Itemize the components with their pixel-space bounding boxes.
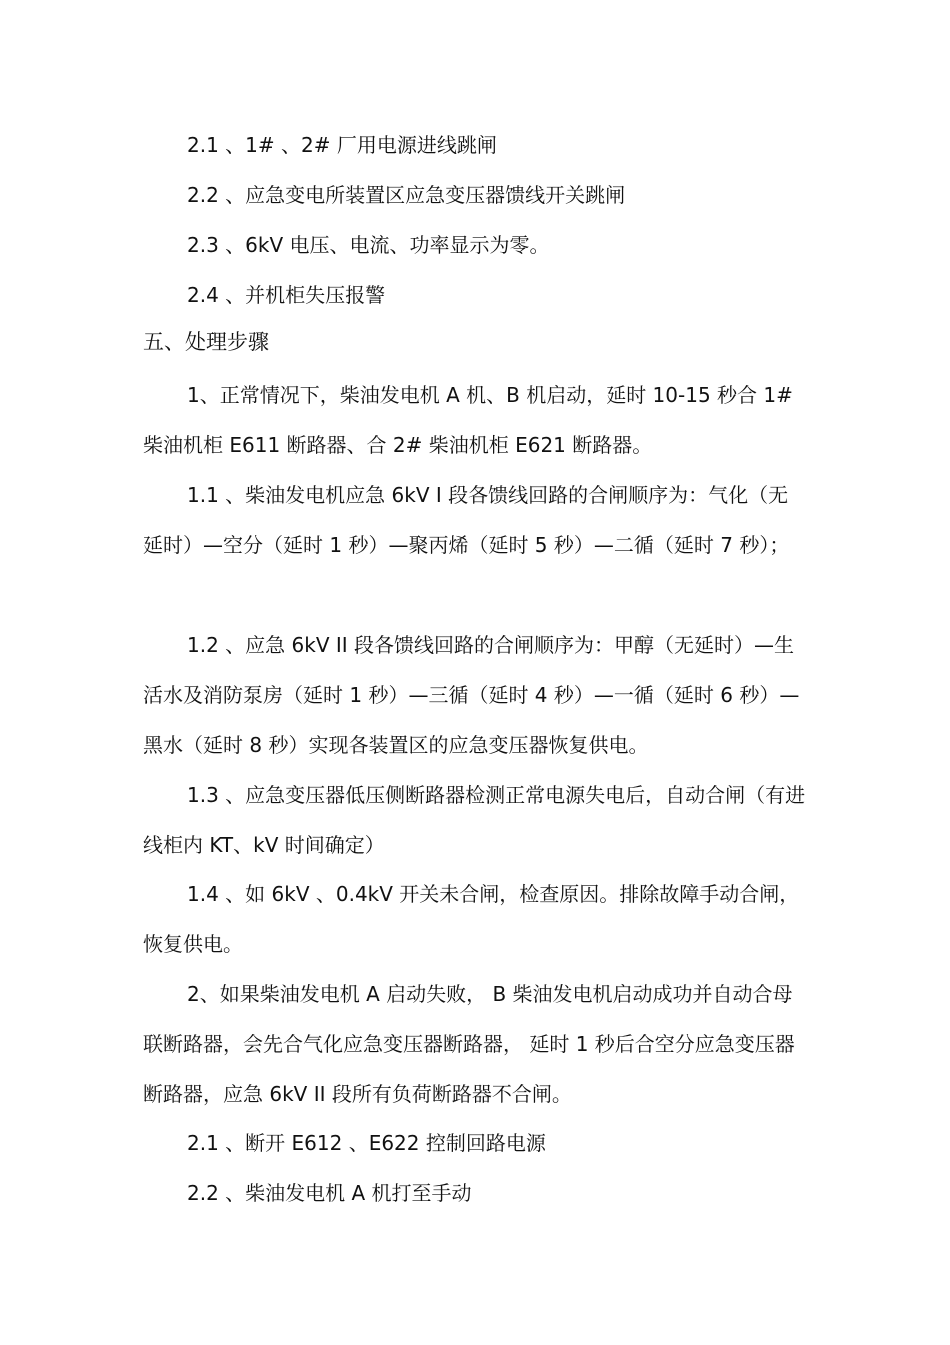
paragraph-1-3: 1.3 、应急变压器低压侧断路器检测正常电源失电后，自动合闸（有进线柜内 KT、kV 时间确定）: [143, 783, 806, 857]
paragraph-2-1: 2.1 、1# 、2# 厂用电源进线跳闸: [187, 133, 497, 157]
paragraph-2-2: 2.2 、应急变电所装置区应急变压器馈线开关跳闸: [187, 183, 626, 207]
paragraph-1-1: 1.1 、柴油发电机应急 6kV I 段各馈线回路的合闸顺序为：气化（无延时）—空分（延时 1 秒）—聚丙烯（延时 5 秒）—二循（延时 7 秒）；: [143, 483, 790, 557]
paragraph-2-2-second: 2.2 、柴油发电机 A 机打至手动: [187, 1181, 472, 1205]
paragraph-1: 1、正常情况下，柴油发电机 A 机、B 机启动，延时 10-15 秒合 1# 柴油机柜 E611 断路器、合 2# 柴油机柜 E621 断路器。: [143, 383, 793, 457]
paragraph-2-1-second: 2.1 、断开 E612 、E622 控制回路电源: [187, 1131, 546, 1155]
paragraph-2-4: 2.4 、并机柜失压报警: [187, 283, 386, 307]
paragraph-1-4: 1.4 、如 6kV 、0.4kV 开关未合闸，检查原因。排除故障手动合闸，恢复供电。: [143, 882, 800, 956]
section-heading: 五、处理步骤: [143, 330, 269, 354]
paragraph-2-3: 2.3 、6kV 电压、电流、功率显示为零。: [187, 233, 550, 257]
paragraph-2: 2、如果柴油发电机 A 启动失败， B 柴油发电机启动成功并自动合母联断路器，会先合气化应急变压器断路器， 延时 1 秒后合空分应急变压器断路器，应急 6kV II 段所有负荷断路器不合闸。: [143, 982, 795, 1106]
paragraph-1-2: 1.2 、应急 6kV II 段各馈线回路的合闸顺序为：甲醇（无延时）—生活水及消防泵房（延时 1 秒）—三循（延时 4 秒）—一循（延时 6 秒）—黑水（延时 8 秒）实现各装置区的应急变压器恢复供电。: [143, 633, 800, 757]
